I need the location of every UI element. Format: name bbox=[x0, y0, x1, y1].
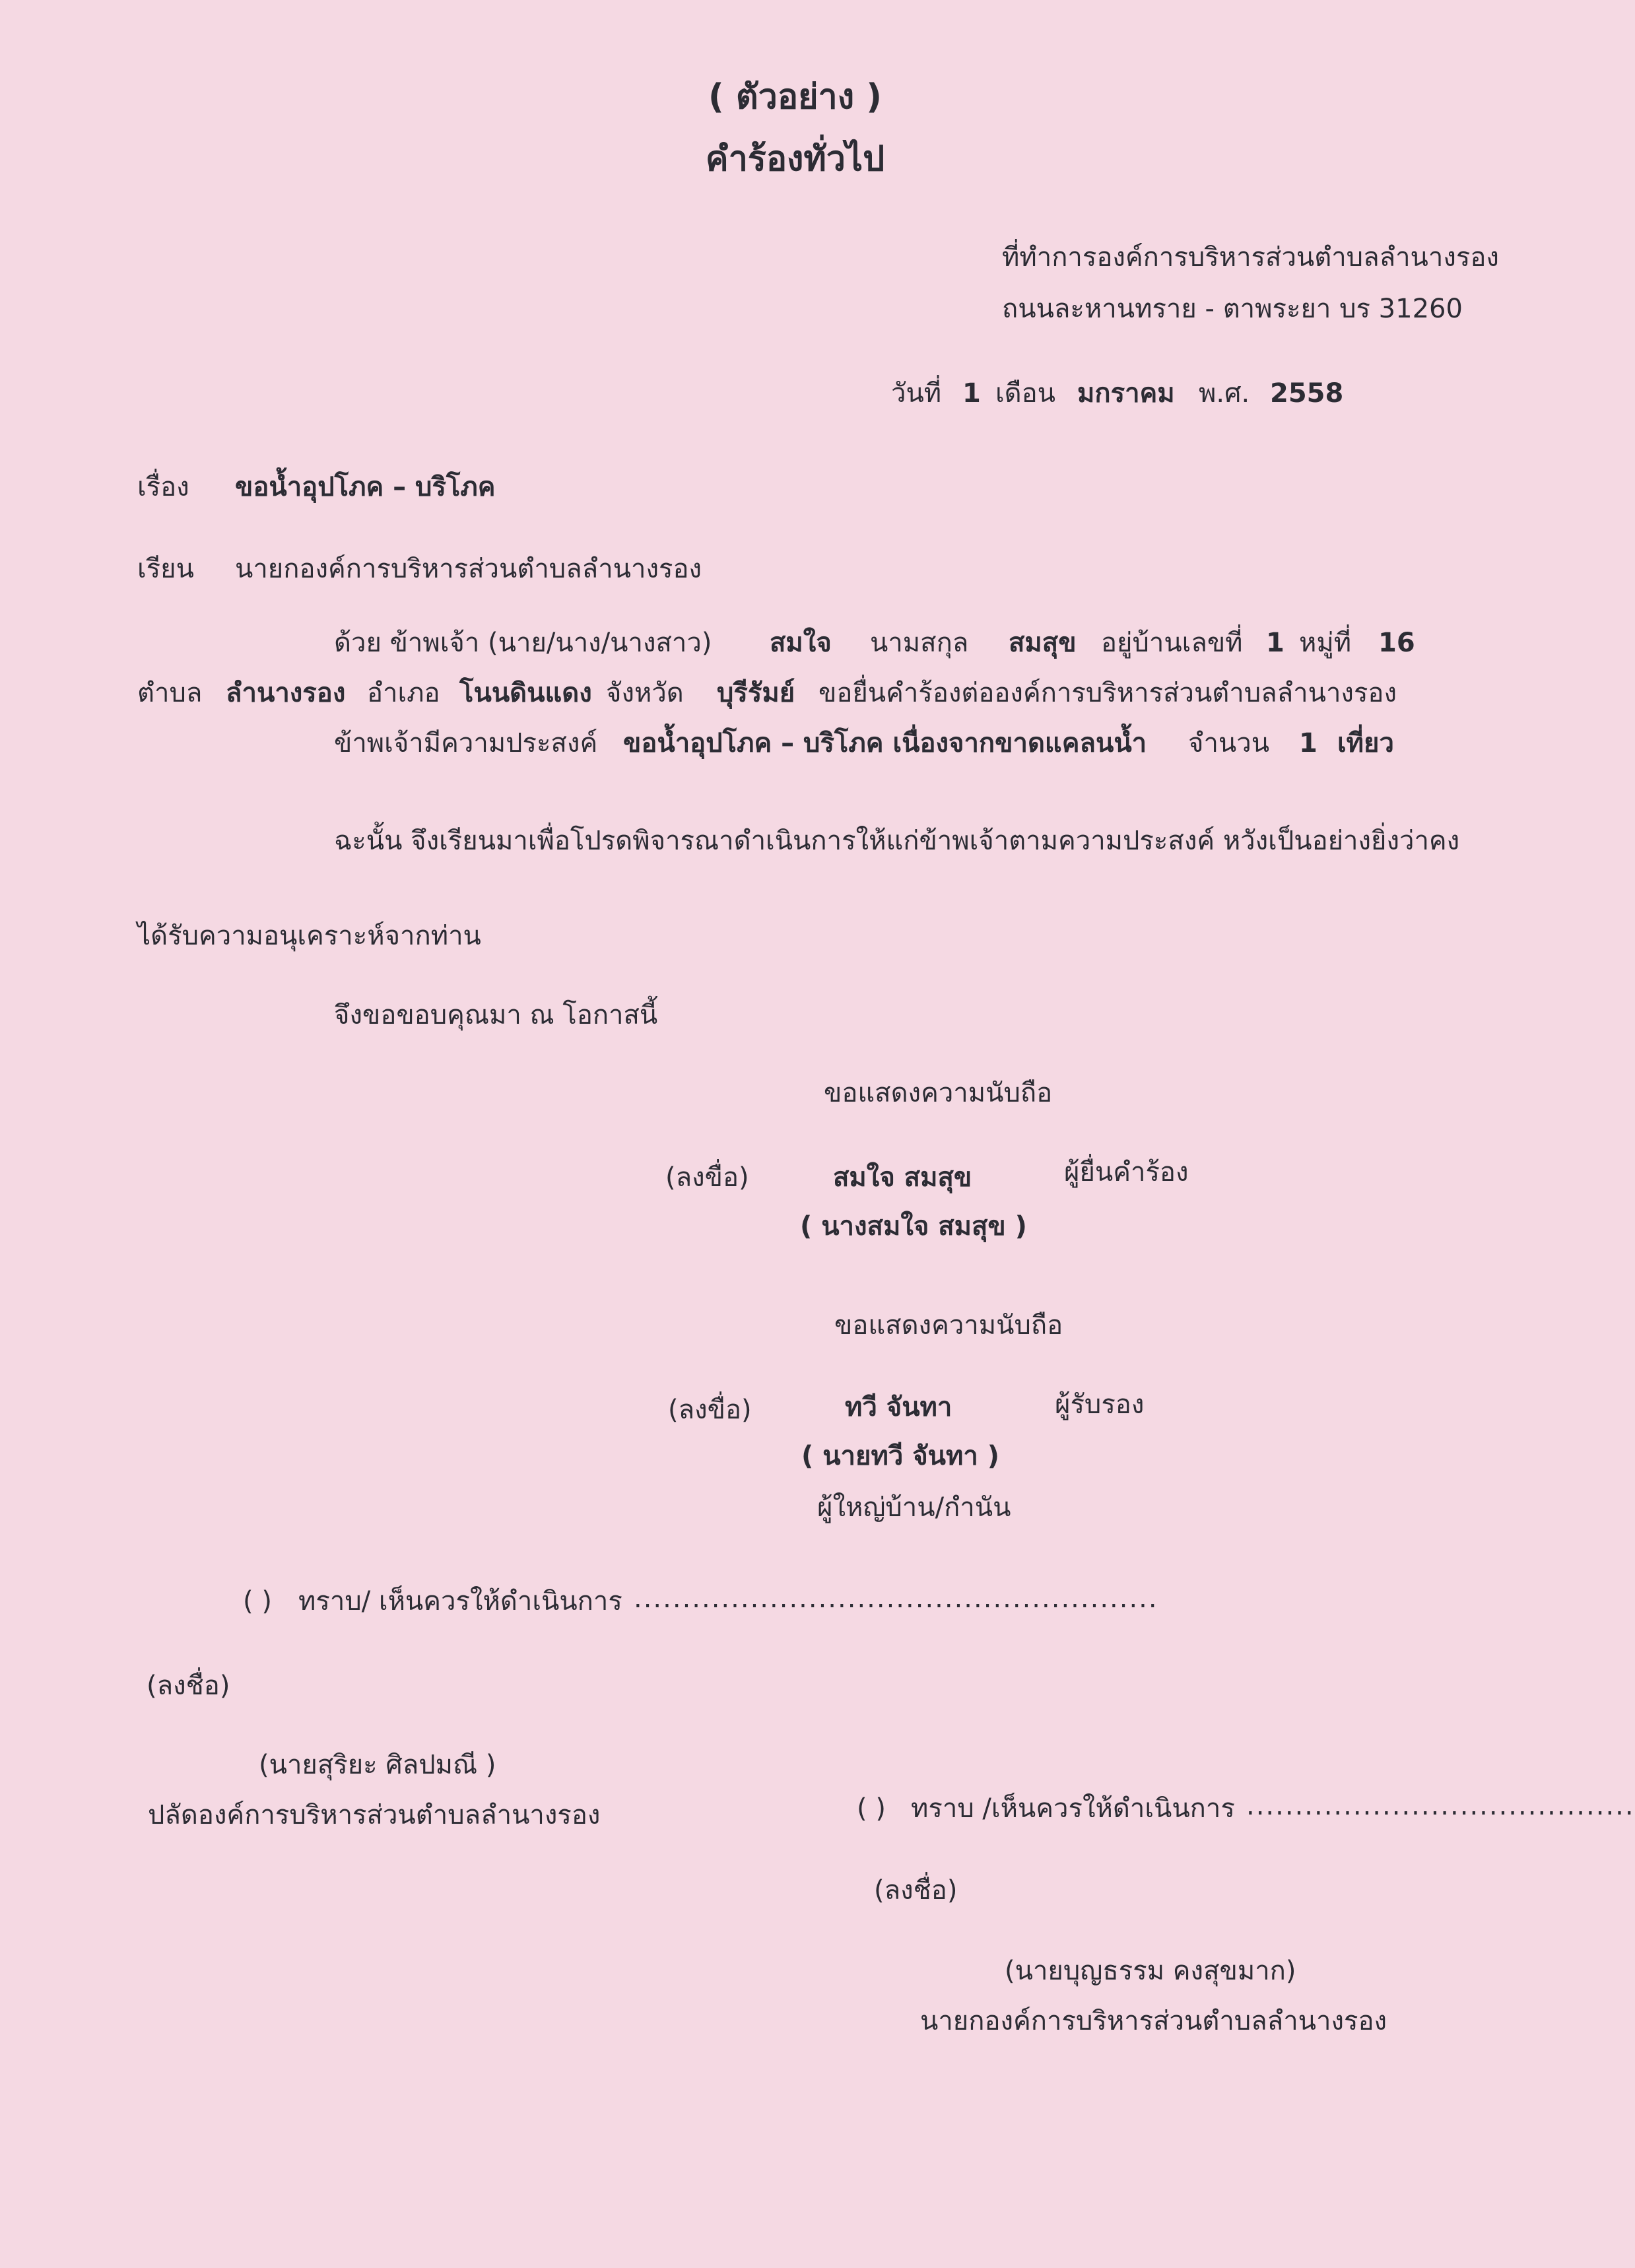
thanks-text: จึงขอขอบคุณมา ณ โอกาสนี้ bbox=[334, 1000, 658, 1030]
moo-label: หมู่ที่ bbox=[1299, 628, 1352, 658]
sign-label-1: (ลงขื่อ) bbox=[665, 1162, 749, 1193]
approval2-name: (นายบุญธรรม คงสุขมาก) bbox=[1005, 1956, 1296, 1986]
approval2-dotted-line[interactable]: ........................................ bbox=[1246, 1791, 1635, 1821]
recipient-label: เรียน bbox=[137, 554, 194, 584]
date-year: 2558 bbox=[1270, 378, 1344, 409]
certifier-signature: ทวี จันทา bbox=[845, 1392, 952, 1422]
approval1-name: (นายสุริยะ ศิลปมณี ) bbox=[259, 1750, 496, 1780]
approval1-sign-label: (ลงชื่อ) bbox=[147, 1671, 230, 1701]
date-day: 1 bbox=[962, 378, 981, 409]
approval2-sign-label: (ลงชื่อ) bbox=[874, 1875, 958, 1906]
subject-label: เรื่อง bbox=[137, 472, 189, 502]
province-label: จังหวัด bbox=[606, 678, 684, 708]
respect-text-2: ขอแสดงความนับถือ bbox=[834, 1310, 1063, 1341]
recipient-value: นายกองค์การบริหารส่วนตำบลลำนางรอง bbox=[235, 554, 702, 584]
purpose-value: ขอน้ำอุปโภค – บริโภค เนื่องจากขาดแคลนน้ำ bbox=[623, 728, 1147, 758]
house-number: 1 bbox=[1266, 628, 1285, 658]
sign-label-2: (ลงขื่อ) bbox=[668, 1395, 752, 1425]
amphoe-value: โนนดินแดง bbox=[459, 678, 592, 708]
amount-value: 1 bbox=[1299, 728, 1318, 758]
certifier-role: ผู้รับรอง bbox=[1055, 1389, 1145, 1420]
date-month: มกราคม bbox=[1077, 378, 1175, 409]
purpose-label: ข้าพเจ้ามีความประสงค์ bbox=[334, 728, 598, 758]
applicant-full-name: ( นางสมใจ สมสุข ) bbox=[800, 1211, 1027, 1242]
date-month-label: เดือน bbox=[995, 378, 1056, 409]
body-intro: ด้วย ข้าพเจ้า (นาย/นาง/นางสาว) bbox=[334, 628, 712, 658]
certifier-full-name: ( นายทวี จันทา ) bbox=[801, 1441, 1000, 1471]
certifier-position: ผู้ใหญ่บ้าน/กำนัน bbox=[817, 1492, 1011, 1523]
date-day-label: วันที่ bbox=[891, 378, 942, 409]
approval1-position: ปลัดองค์การบริหารส่วนตำบลลำนางรอง bbox=[148, 1800, 601, 1830]
subject-value: ขอน้ำอุปโภค – บริโภค bbox=[235, 472, 496, 502]
surname-label: นามสกุล bbox=[870, 628, 969, 658]
amphoe-label: อำเภอ bbox=[367, 678, 440, 708]
amount-label: จำนวน bbox=[1188, 728, 1270, 758]
applicant-first-name: สมใจ bbox=[770, 628, 832, 658]
moo-number: 16 bbox=[1378, 628, 1415, 658]
address-line-2: ถนนละหานทราย - ตาพระยา บร 31260 bbox=[1002, 294, 1463, 324]
applicant-role: ผู้ยื่นคำร้อง bbox=[1064, 1157, 1189, 1187]
approval1-checkbox[interactable]: ( ) bbox=[243, 1586, 272, 1617]
respect-text-1: ขอแสดงความนับถือ bbox=[824, 1078, 1053, 1108]
request-paragraph-line-1: ฉะนั้น จึงเรียนมาเพื่อโปรดพิจารณาดำเนินการให้แก่ข้าพเจ้าตามความประสงค์ หวังเป็นอย่างยิ่งว่าคง bbox=[334, 826, 1460, 856]
amount-unit: เที่ยว bbox=[1337, 728, 1394, 758]
tambon-value: ลำนางรอง bbox=[226, 678, 346, 708]
approval2-checkbox[interactable]: ( ) bbox=[857, 1793, 886, 1824]
tambon-label: ตำบล bbox=[137, 678, 203, 708]
house-label: อยู่บ้านเลขที่ bbox=[1101, 628, 1243, 658]
approval1-text: ทราบ/ เห็นควรให้ดำเนินการ bbox=[298, 1586, 622, 1617]
applicant-signature: สมใจ สมสุข bbox=[833, 1162, 972, 1193]
date-year-label: พ.ศ. bbox=[1199, 378, 1250, 409]
approval2-position: นายกองค์การบริหารส่วนตำบลลำนางรอง bbox=[920, 2006, 1387, 2036]
applicant-surname: สมสุข bbox=[1009, 628, 1077, 658]
province-value: บุรีรัมย์ bbox=[717, 678, 795, 708]
page-title: คำร้องทั่วไป bbox=[705, 139, 885, 179]
address-line-1: ที่ทำการองค์การบริหารส่วนตำบลลำนางรอง bbox=[1002, 242, 1499, 273]
approval1-dotted-line[interactable]: ...................................................... bbox=[634, 1584, 1158, 1614]
approval2-text: ทราบ /เห็นควรให้ดำเนินการ bbox=[911, 1793, 1235, 1824]
sample-label: ( ตัวอย่าง ) bbox=[708, 77, 882, 117]
request-paragraph-line-2: ได้รับความอนุเคราะห์จากท่าน bbox=[137, 921, 481, 951]
submit-text: ขอยื่นคำร้องต่อองค์การบริหารส่วนตำบลลำนางรอง bbox=[818, 678, 1397, 708]
